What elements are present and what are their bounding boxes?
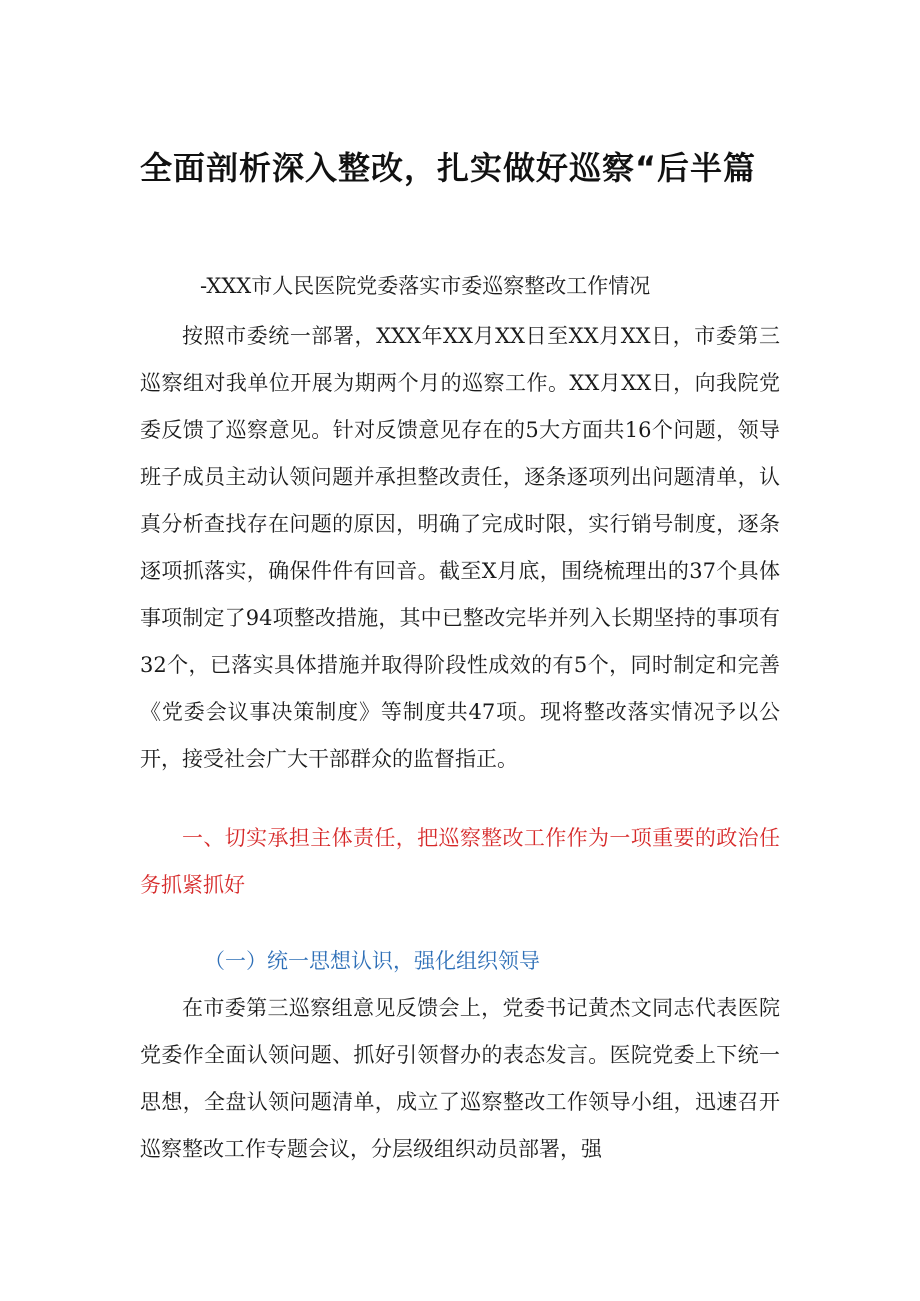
section-heading-1: 一、切实承担主体责任，把巡察整改工作作为一项重要的政治任务抓紧抓好 (140, 826, 780, 897)
document-subtitle: -XXX市人民医院党委落实市委巡察整改工作情况 (200, 274, 651, 298)
document-title: 全面剖析深入整改，扎实做好巡察“后半篇 (140, 149, 757, 187)
subsection-heading-1-1: （一）统一思想认识，强化组织领导 (204, 949, 540, 973)
body-paragraph-1: 按照市委统一部署，XXX年XX月XX日至XX月XX日，市委第三巡察组对我单位开展为期两个月的巡察工作。XX月XX日，向我院党委反馈了巡察意见。针对反馈意见存在的5大方面共16个问题，领导班子成员主动认领问题并承担整改责任，逐条逐项列出问题清单，认真分析查找存在问题的原因，明确了完成时限，实行销号制度，逐条逐项抓落实，确保件件有回音。截至X月底，围绕梳理出的37个具体事项制定了94项整改措施，其中已整改完毕并列入长期坚持的事项有32个，已落实具体措施并取得阶段性成效的有5个，同时制定和完善《党委会议事决策制度》等制度共47项。现将整改落实情况予以公开，接受社会广大干部群众的监督指正。 (140, 324, 780, 771)
body-paragraph-2: 在市委第三巡察组意见反馈会上，党委书记黄杰文同志代表医院党委作全面认领问题、抓好引领督办的表态发言。医院党委上下统一思想，全盘认领问题清单，成立了巡察整改工作领导小组，迅速召开巡察整改工作专题会议，分层级组织动员部署，强 (140, 996, 780, 1161)
